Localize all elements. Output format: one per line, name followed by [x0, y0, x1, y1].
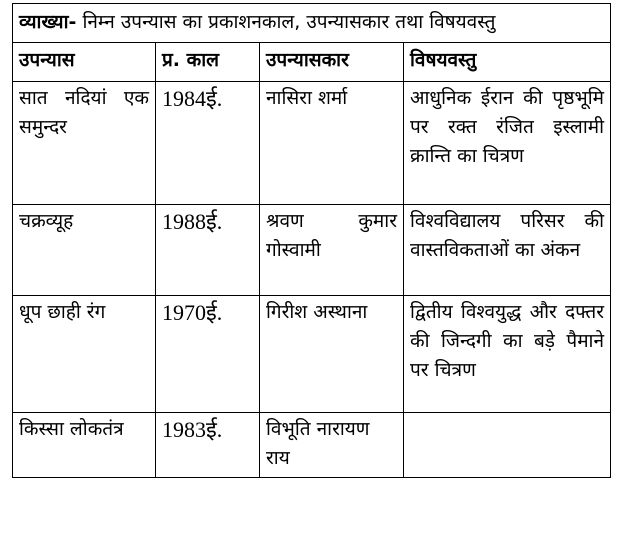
cell-novel: चक्रव्यूह: [13, 205, 156, 296]
caption-text: निम्न उपन्यास का प्रकाशनकाल, उपन्यासकार तथा विषयवस्तु: [82, 11, 496, 33]
header-author: उपन्यासकार: [260, 43, 404, 82]
cell-novel: धूप छाही रंग: [13, 296, 156, 413]
header-novel: उपन्यास: [13, 43, 156, 82]
cell-year: 1988ई.: [156, 205, 260, 296]
cell-year: 1984ई.: [156, 82, 260, 205]
cell-novel: किस्सा लोकतंत्र: [13, 413, 156, 478]
cell-subject: आधुनिक ईरान की पृष्ठभूमि पर रक्त रंजित इस्लामी क्रान्ति का चित्रण: [404, 82, 611, 205]
cell-author: श्रवण कुमार गोस्वामी: [260, 205, 404, 296]
cell-subject: द्वितीय विश्वयुद्ध और दफ्तर की जिन्दगी का बड़े पैमाने पर चित्रण: [404, 296, 611, 413]
cell-subject: [404, 413, 611, 478]
cell-author: नासिरा शर्मा: [260, 82, 404, 205]
header-subject: विषयवस्तु: [404, 43, 611, 82]
header-row: [13, 43, 611, 82]
cell-year: 1970ई.: [156, 296, 260, 413]
caption-row: [13, 4, 611, 43]
caption-label: व्याख्या-: [19, 11, 77, 33]
table-row: [13, 82, 611, 205]
cell-author: विभूति नारायण राय: [260, 413, 404, 478]
cell-novel: सात नदियां एक समुन्दर: [13, 82, 156, 205]
novels-table: [12, 3, 611, 478]
document: [12, 3, 610, 478]
caption: [13, 4, 611, 43]
table-row: [13, 205, 611, 296]
cell-year: 1983ई.: [156, 413, 260, 478]
header-year: प्र. काल: [156, 43, 260, 82]
cell-subject: विश्वविद्यालय परिसर की वास्तविकताओं का अंकन: [404, 205, 611, 296]
cell-author: गिरीश अस्थाना: [260, 296, 404, 413]
table-row: [13, 413, 611, 478]
table-row: [13, 296, 611, 413]
